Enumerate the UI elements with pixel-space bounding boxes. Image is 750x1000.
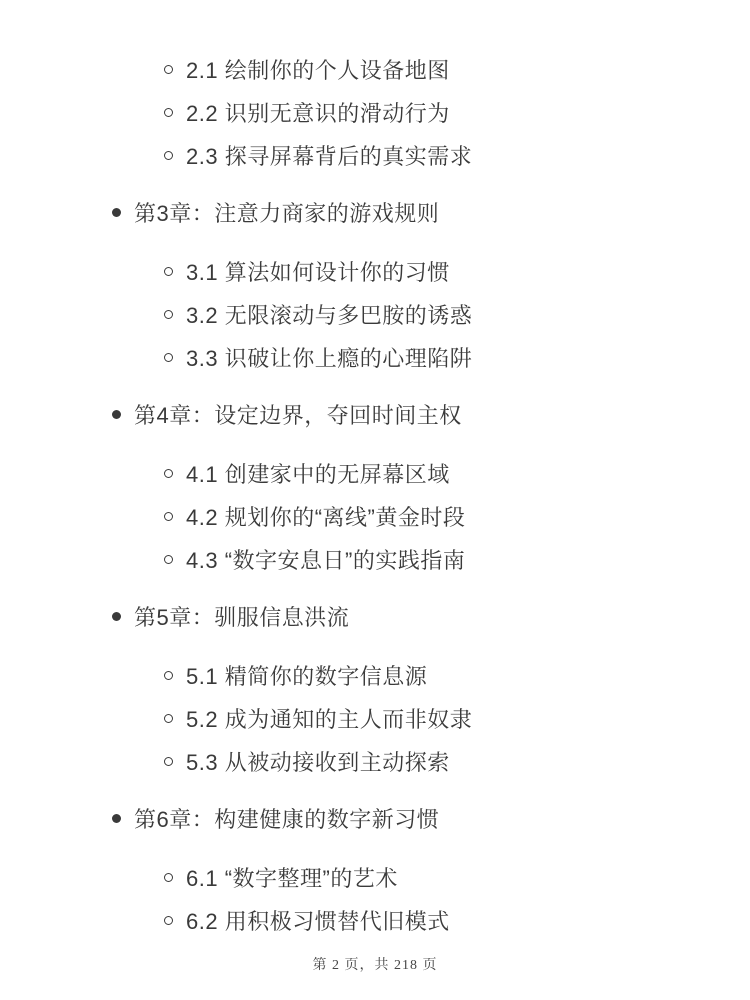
toc-list [0,48,750,942]
toc-section-item [0,899,750,942]
toc-section-item [0,856,750,899]
circle-bullet-icon [164,65,173,74]
toc-section-item [0,495,750,538]
toc-section-item [0,336,750,379]
circle-bullet-icon [164,267,173,276]
toc-section-item [0,48,750,91]
toc-chapter-item [0,393,750,436]
toc-item-text: 第6章：构建健康的数字新习惯 [134,807,440,832]
toc-item-text: 6.1 “数字整理”的艺术 [186,866,398,891]
toc-item-text: 4.3 “数字安息日”的实践指南 [186,548,466,573]
circle-bullet-icon [164,916,173,925]
toc-section-item [0,538,750,581]
toc-item-text: 2.1 绘制你的个人设备地图 [186,58,450,83]
toc-item-text: 5.3 从被动接收到主动探索 [186,750,450,775]
disc-bullet-icon [112,208,121,217]
circle-bullet-icon [164,108,173,117]
disc-bullet-icon [112,814,121,823]
toc-chapter-item [0,191,750,234]
toc-section-item [0,293,750,336]
toc-section-item [0,740,750,783]
circle-bullet-icon [164,671,173,680]
circle-bullet-icon [164,873,173,882]
toc-item-text: 3.1 算法如何设计你的习惯 [186,260,450,285]
toc-item-text: 第4章：设定边界，夺回时间主权 [134,403,462,428]
circle-bullet-icon [164,512,173,521]
toc-item-text: 5.1 精简你的数字信息源 [186,664,428,689]
toc-chapter-item [0,797,750,840]
toc-chapter-item [0,595,750,638]
circle-bullet-icon [164,310,173,319]
circle-bullet-icon [164,151,173,160]
toc-item-text: 6.2 用积极习惯替代旧模式 [186,909,450,934]
toc-section-item [0,91,750,134]
toc-item-text: 第5章：驯服信息洪流 [134,605,350,630]
toc-item-text: 2.3 探寻屏幕背后的真实需求 [186,144,473,169]
toc-section-item [0,134,750,177]
toc-section-item [0,697,750,740]
toc-item-text: 4.1 创建家中的无屏幕区域 [186,462,450,487]
toc-item-text: 2.2 识别无意识的滑动行为 [186,101,450,126]
page-footer: 第 2 页，共 218 页 [312,958,438,973]
toc-item-text: 3.3 识破让你上瘾的心理陷阱 [186,346,473,371]
circle-bullet-icon [164,555,173,564]
circle-bullet-icon [164,714,173,723]
toc-item-text: 4.2 规划你的“离线”黄金时段 [186,505,466,530]
toc-section-item [0,452,750,495]
circle-bullet-icon [164,757,173,766]
circle-bullet-icon [164,469,173,478]
toc-item-text: 3.2 无限滚动与多巴胺的诱惑 [186,303,473,328]
circle-bullet-icon [164,353,173,362]
disc-bullet-icon [112,612,121,621]
disc-bullet-icon [112,410,121,419]
toc-item-text: 5.2 成为通知的主人而非奴隶 [186,707,473,732]
toc-section-item [0,250,750,293]
toc-section-item [0,654,750,697]
toc-item-text: 第3章：注意力商家的游戏规则 [134,201,440,226]
